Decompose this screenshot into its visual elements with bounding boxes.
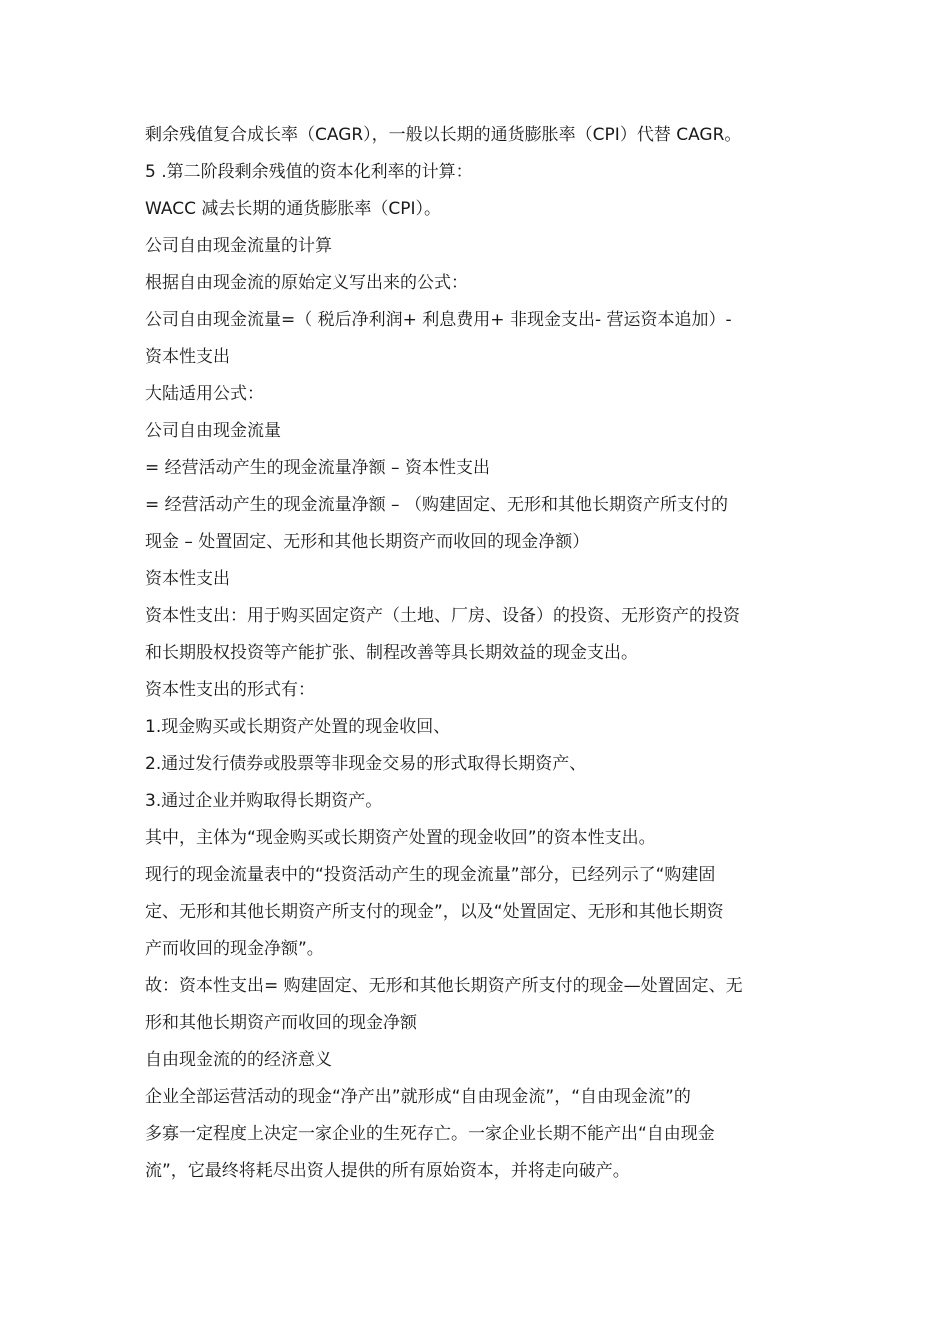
section-heading: 资本性支出 (145, 569, 230, 589)
text-line: 和长期股权投资等产能扩张、制程改善等具长期效益的现金支出。 (145, 643, 638, 663)
section-heading: 公司自由现金流量的计算 (145, 236, 332, 256)
text-line: 剩余残值复合成长率（CAGR），一般以长期的通货膨胀率（CPI）代替 CAGR。 (145, 125, 742, 145)
text-line: WACC 减去长期的通货膨胀率（CPI）。 (145, 199, 441, 219)
formula-line: 故：资本性支出= 购建固定、无形和其他长期资产所支付的现金—处置固定、无 (145, 976, 743, 996)
text-line: 资本性支出：用于购买固定资产（土地、厂房、设备）的投资、无形资产的投资 (145, 606, 740, 626)
text-line: 流”，它最终将耗尽出资人提供的所有原始资本，并将走向破产。 (145, 1161, 630, 1181)
text-line: 根据自由现金流的原始定义写出来的公式： (145, 273, 468, 293)
list-item: 1.现金购买或长期资产处置的现金收回、 (145, 717, 451, 737)
list-item: 2.通过发行债券或股票等非现金交易的形式取得长期资产、 (145, 754, 587, 774)
formula-line: = 经营活动产生的现金流量净额 – 资本性支出 (145, 458, 490, 478)
text-line: 5 .第二阶段剩余残值的资本化利率的计算： (145, 162, 473, 182)
formula-line: 现金 – 处置固定、无形和其他长期资产而收回的现金净额） (145, 532, 590, 552)
formula-line: 资本性支出 (145, 347, 230, 367)
text-line: 大陆适用公式： (145, 384, 264, 404)
formula-line: 形和其他长期资产而收回的现金净额 (145, 1013, 417, 1033)
formula-line: 公司自由现金流量=（ 税后净利润+ 利息费用+ 非现金支出- 营运资本追加）- (145, 310, 732, 330)
text-line: 企业全部运营活动的现金“净产出”就形成“自由现金流”，“自由现金流”的 (145, 1087, 691, 1107)
formula-line: 公司自由现金流量 (145, 421, 281, 441)
text-line: 定、无形和其他长期资产所支付的现金”，以及“处置固定、无形和其他长期资 (145, 902, 724, 922)
document-body (145, 117, 815, 1190)
text-line: 产而收回的现金净额”。 (145, 939, 324, 959)
list-item: 3.通过企业并购取得长期资产。 (145, 791, 383, 811)
text-line: 资本性支出的形式有： (145, 680, 315, 700)
section-heading: 自由现金流的的经济意义 (145, 1050, 332, 1070)
formula-line: = 经营活动产生的现金流量净额 – （购建固定、无形和其他长期资产所支付的 (145, 495, 728, 515)
text-line: 现行的现金流量表中的“投资活动产生的现金流量”部分，已经列示了“购建固 (145, 865, 716, 885)
text-line: 其中，主体为“现金购买或长期资产处置的现金收回”的资本性支出。 (145, 828, 656, 848)
text-line: 多寡一定程度上决定一家企业的生死存亡。一家企业长期不能产出“自由现金 (145, 1124, 715, 1144)
